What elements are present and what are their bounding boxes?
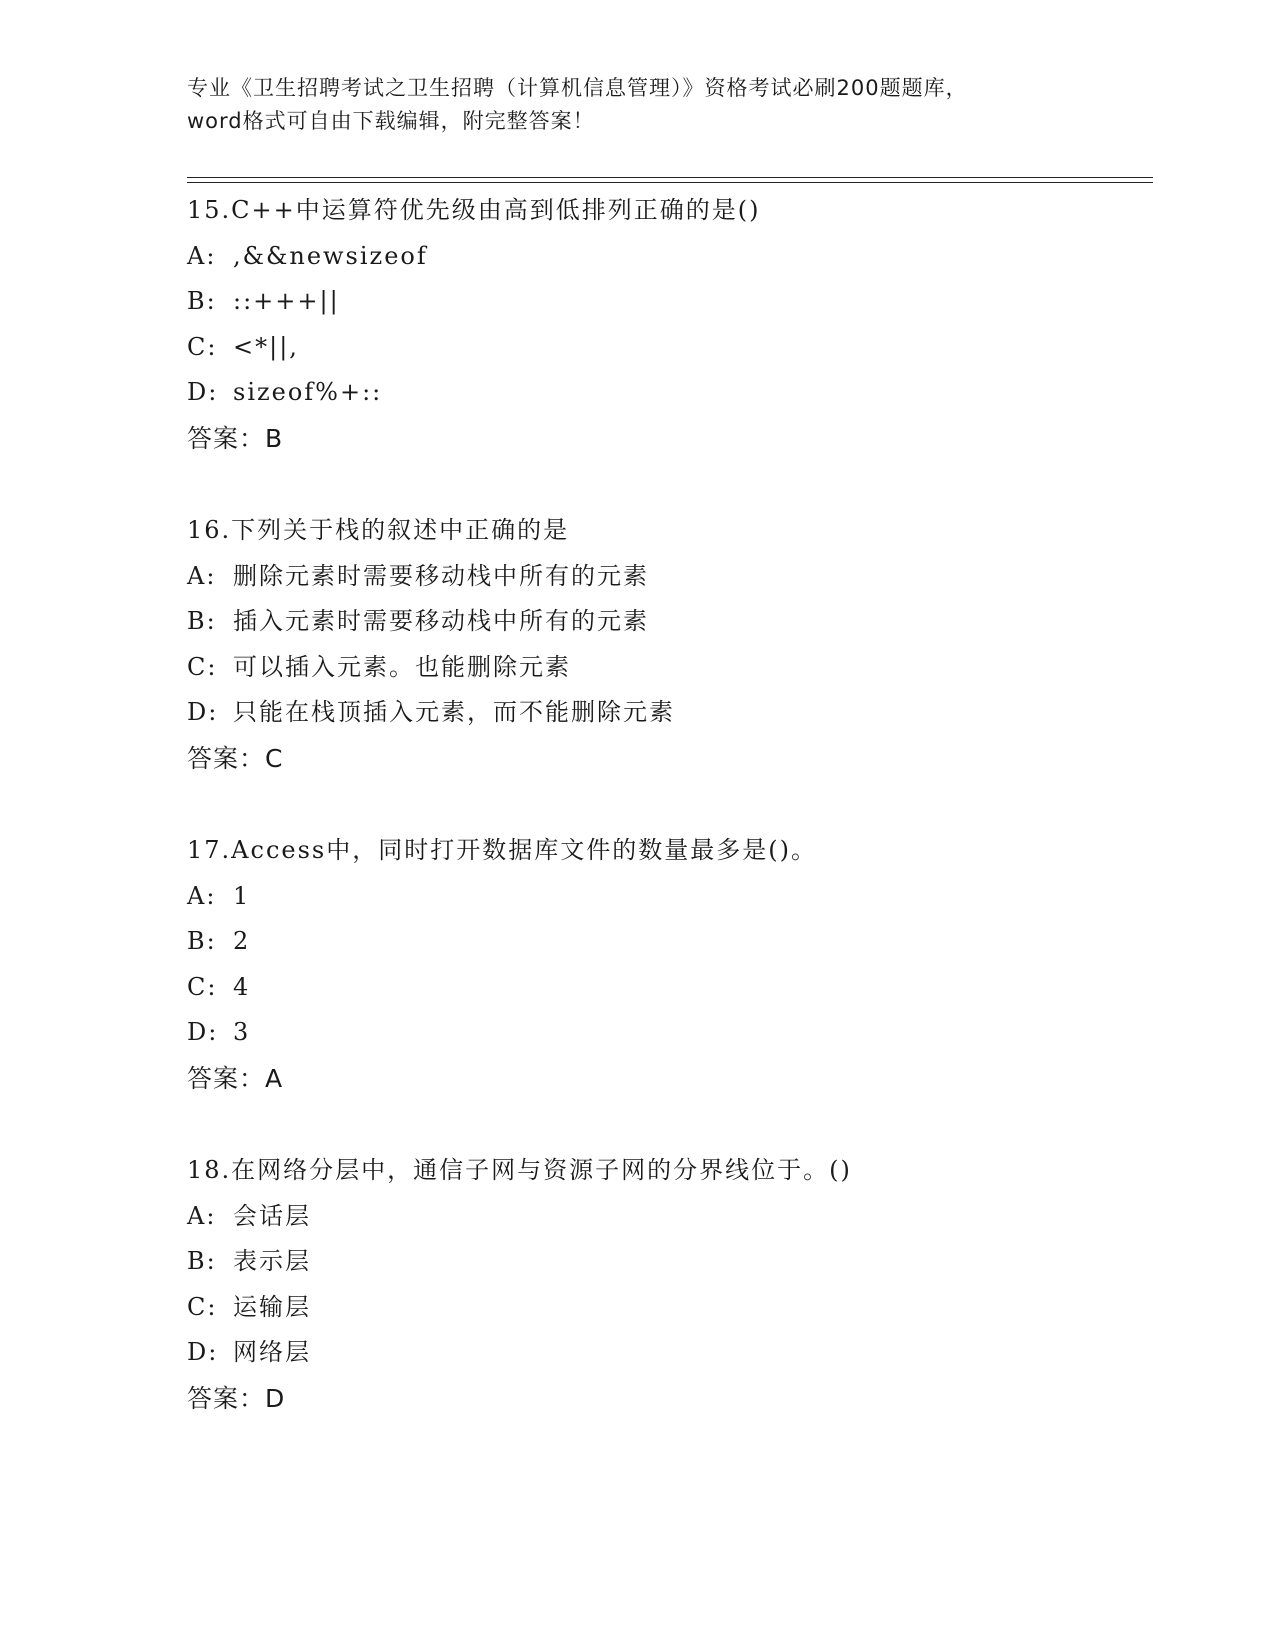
option-a xyxy=(187,1194,1147,1240)
option-text: 3 xyxy=(233,1018,251,1046)
option-text: 会话层 xyxy=(233,1201,311,1230)
option-text: 可以插入元素。也能删除元素 xyxy=(233,652,571,681)
option-key: C: xyxy=(187,652,218,681)
option-d xyxy=(187,690,1147,736)
answer-line: 答案：D xyxy=(187,1383,286,1413)
option-key: B: xyxy=(187,1247,217,1275)
question-18 xyxy=(187,1148,1147,1421)
option-text: 网络层 xyxy=(233,1338,311,1366)
header-line-1: 专业《卫生招聘考试之卫生招聘（计算机信息管理）》资格考试必刷200题题库， xyxy=(187,76,968,100)
option-key: C: xyxy=(187,972,218,1001)
option-text: 删除元素时需要移动栈中所有的元素 xyxy=(233,561,649,590)
option-key: A: xyxy=(187,1201,217,1230)
option-text: ::+++|| xyxy=(233,287,340,315)
answer-line: 答案：A xyxy=(187,1063,284,1093)
option-key: D: xyxy=(187,698,219,726)
option-d xyxy=(187,1330,1147,1376)
question-stem: 18.在网络分层中，通信子网与资源子网的分界线位于。() xyxy=(187,1156,852,1184)
option-b xyxy=(187,919,1147,965)
answer-line: 答案：B xyxy=(187,423,284,453)
question-stem: 16.下列关于栈的叙述中正确的是 xyxy=(187,516,570,544)
option-key: A: xyxy=(187,241,217,270)
option-b xyxy=(187,279,1147,325)
option-key: C: xyxy=(187,1292,218,1321)
document-header xyxy=(187,72,1087,138)
option-text: 1 xyxy=(233,881,251,910)
option-c xyxy=(187,325,1147,371)
answer-line: 答案：C xyxy=(187,743,284,773)
option-text: 插入元素时需要移动栈中所有的元素 xyxy=(233,607,649,635)
option-text: 只能在栈顶插入元素，而不能删除元素 xyxy=(233,698,675,726)
option-c xyxy=(187,965,1147,1011)
option-key: D: xyxy=(187,378,219,406)
option-d xyxy=(187,1010,1147,1056)
option-c xyxy=(187,645,1147,691)
option-text: <*||, xyxy=(233,332,299,361)
question-stem: 15.C++中运算符优先级由高到低排列正确的是() xyxy=(187,196,761,224)
option-key: B: xyxy=(187,927,217,955)
option-b xyxy=(187,1239,1147,1285)
option-key: B: xyxy=(187,607,217,635)
option-a xyxy=(187,554,1147,600)
header-divider-bottom xyxy=(187,182,1153,183)
option-key: D: xyxy=(187,1338,219,1366)
option-c xyxy=(187,1285,1147,1331)
option-a xyxy=(187,874,1147,920)
option-text: 2 xyxy=(233,927,251,955)
option-key: C: xyxy=(187,332,218,361)
option-text: sizeof%+:: xyxy=(233,378,383,406)
option-key: A: xyxy=(187,561,217,590)
option-key: A: xyxy=(187,881,217,910)
option-text: 表示层 xyxy=(233,1247,311,1275)
question-stem: 17.Access中，同时打开数据库文件的数量最多是()。 xyxy=(187,836,817,864)
question-15 xyxy=(187,188,1147,461)
question-16 xyxy=(187,508,1147,781)
option-b xyxy=(187,599,1147,645)
header-divider-top xyxy=(187,177,1153,178)
option-d xyxy=(187,370,1147,416)
header-line-2: word格式可自由下载编辑，附完整答案！ xyxy=(187,109,595,133)
option-key: D: xyxy=(187,1018,219,1046)
question-17 xyxy=(187,828,1147,1101)
option-text: ,&&newsizeof xyxy=(233,241,428,270)
option-text: 4 xyxy=(233,972,251,1001)
option-text: 运输层 xyxy=(233,1292,311,1321)
option-a xyxy=(187,234,1147,280)
option-key: B: xyxy=(187,287,217,315)
